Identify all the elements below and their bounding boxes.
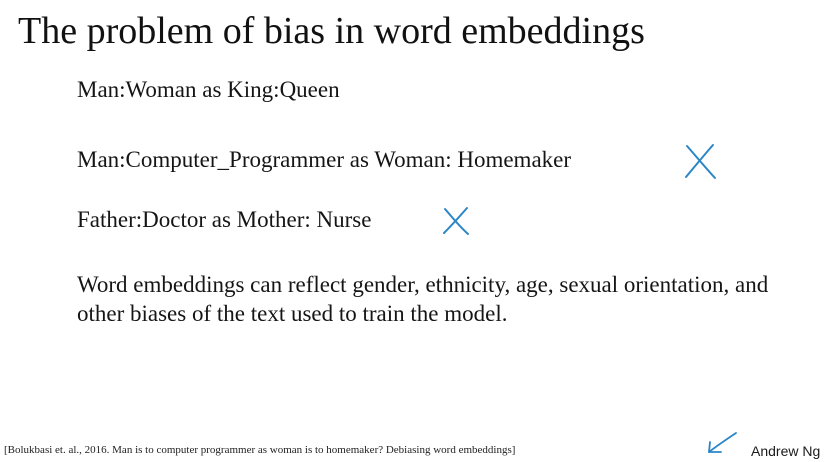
handwritten-x-icon — [682, 142, 718, 180]
analogy-doctor-nurse: Father:Doctor as Mother: Nurse — [77, 207, 372, 232]
bias-explanation-paragraph: Word embeddings can reflect gender, ethnicity, age, sexual orientation, and other biases of the text used to train the model. — [77, 272, 769, 326]
slide-title: The problem of bias in word embeddings — [18, 10, 645, 52]
citation: [Bolukbasi et. al., 2016. Man is to computer programmer as woman is to homemaker? Debiasing word embeddings] — [4, 444, 516, 456]
handwritten-x-icon — [441, 205, 471, 237]
author-name: Andrew Ng — [751, 443, 821, 459]
handwritten-arrow-icon — [705, 430, 739, 456]
analogy-king-queen: Man:Woman as King:Queen — [77, 77, 340, 102]
analogy-programmer-homemaker: Man:Computer_Programmer as Woman: Homemaker — [77, 147, 572, 172]
